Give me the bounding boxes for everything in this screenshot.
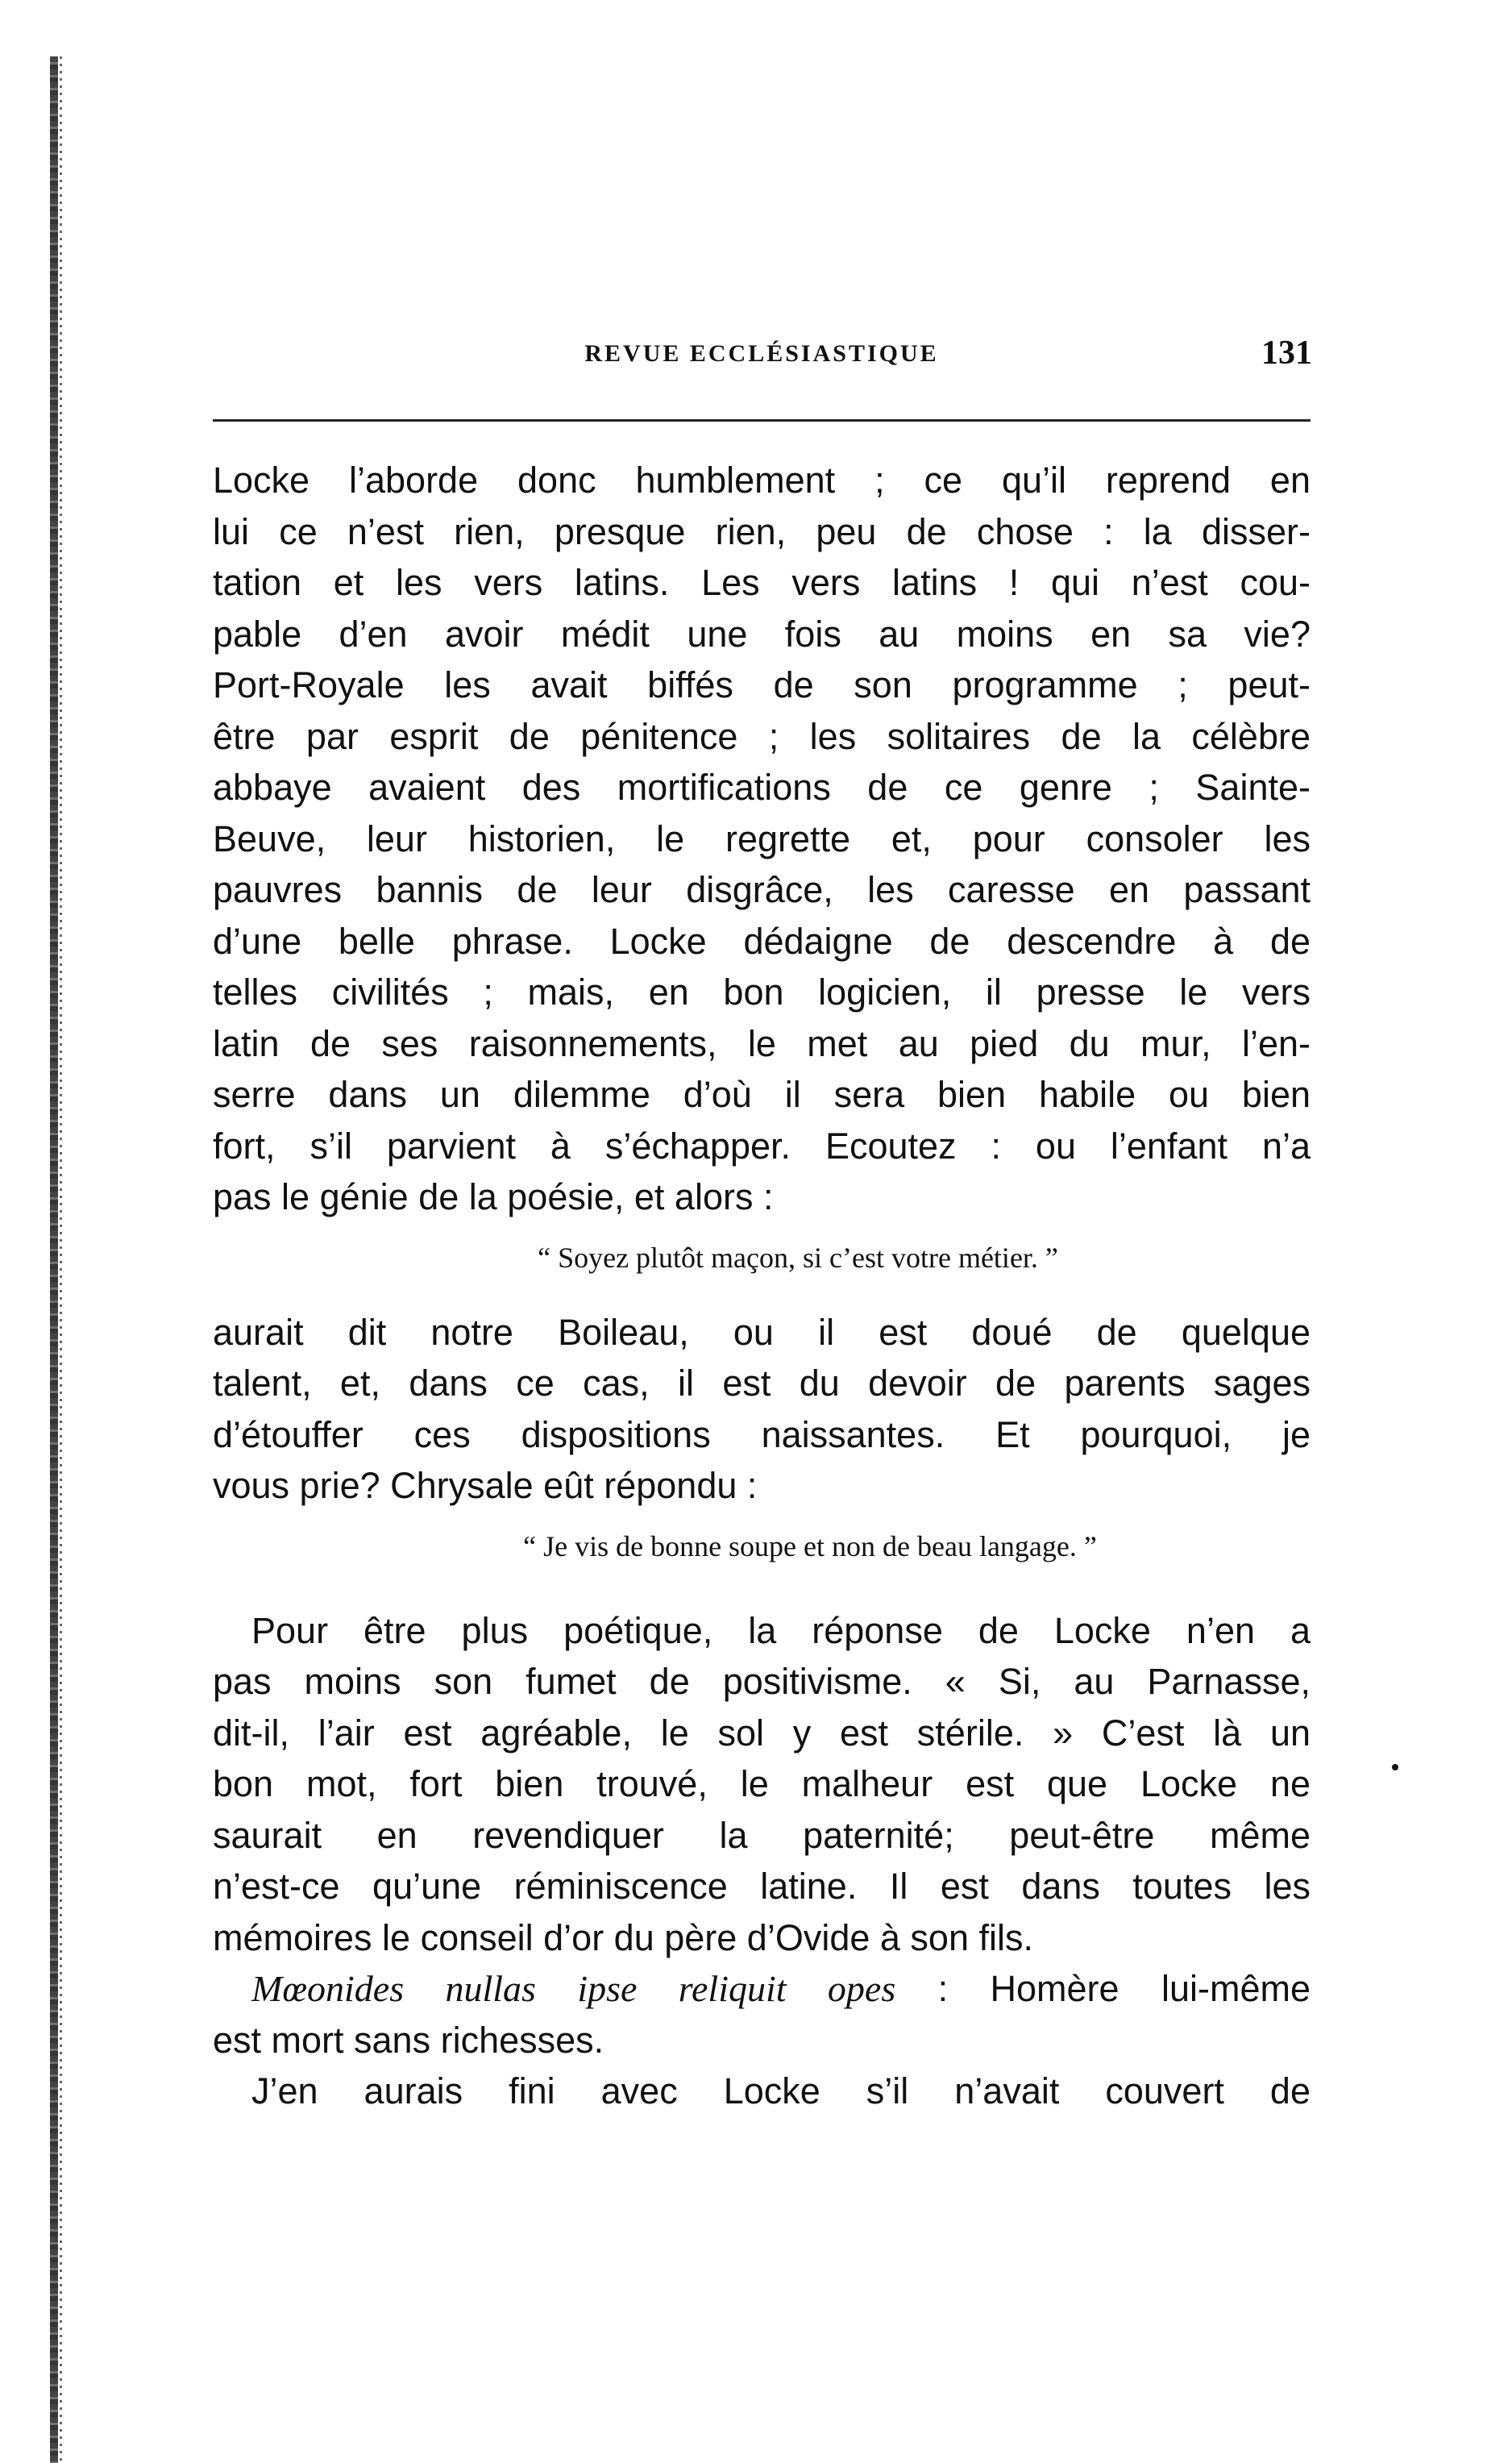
page-header (213, 322, 1311, 395)
text-line: Locke l’aborde donc humblement ; ce qu’il reprend en (213, 460, 1311, 501)
text-line: dit-il, l’air est agréable, le sol y est stérile. » C’est là un (213, 1712, 1311, 1754)
text-line: vous prie? Chrysale eût répondu : (213, 1465, 758, 1506)
text-line: talent, et, dans ce cas, il est du devoir de parents sages (213, 1363, 1311, 1404)
text-line: n’est-ce qu’une réminiscence latine. Il est dans toutes les (213, 1866, 1311, 1907)
text-line: bon mot, fort bien trouvé, le malheur est que Locke ne (213, 1763, 1311, 1804)
paragraph-4 (213, 1963, 1311, 2066)
text-line: lui ce n’est rien, presque rien, peu de chose : la disser- (213, 510, 1311, 552)
running-title: REVUE ECCLÉSIASTIQUE (584, 340, 939, 367)
paragraph-3 (213, 1605, 1311, 1964)
latin-quote: Mœonides nullas ipse reliquit opes (251, 1968, 896, 2009)
text-line (213, 1963, 1311, 2015)
paragraph-1 (213, 455, 1311, 1223)
text-line: Port-Royale les avait biffés de son programme ; peut- (213, 664, 1311, 705)
book-spine-shadow (60, 56, 62, 2463)
paragraph-5 (213, 2066, 1311, 2117)
text-line: aurait dit notre Boileau, ou il est doué de quelque (213, 1311, 1311, 1353)
text-line: serre dans un dilemme d’où il sera bien habile ou bien (213, 1074, 1311, 1115)
text-line: Beuve, leur historien, le regrette et, pour consoler les (213, 818, 1311, 859)
text-line: tation et les vers latins. Les vers latins ! qui n’est cou- (213, 562, 1311, 603)
text-line: pable d’en avoir médit une fois au moins en sa vie? (213, 613, 1311, 655)
page-number: 131 (1261, 335, 1312, 372)
quote-boileau: “ Soyez plutôt maçon, si c’est votre métier. ” (538, 1241, 1058, 1274)
text-fragment: : Homère lui-même (895, 1968, 1311, 2009)
text-line: fort, s’il parvient à s’échapper. Ecoutez : ou l’enfant n’a (213, 1125, 1311, 1167)
text-line: J’en aurais fini avec Locke s’il n’avait couvert de (251, 2070, 1311, 2111)
text-line: d’étouffer ces dispositions naissantes. Et pourquoi, je (213, 1413, 1311, 1455)
text-line: pauvres bannis de leur disgrâce, les caresse en passant (213, 869, 1311, 910)
ink-speck (1392, 1764, 1398, 1770)
text-line: saurait en revendiquer la paternité; peut-être même (213, 1814, 1311, 1856)
text-line: mémoires le conseil d’or du père d’Ovide à son fils. (213, 1916, 1033, 1958)
text-line: est mort sans richesses. (213, 2019, 604, 2061)
book-spine-edge (50, 56, 58, 2463)
text-line: latin de ses raisonnements, le met au pied du mur, l’en- (213, 1022, 1311, 1064)
text-line: pas le génie de la poésie, et alors : (213, 1176, 774, 1217)
quote-chrysale: “ Je vis de bonne soupe et non de beau langage. ” (523, 1529, 1097, 1562)
header-rule (213, 419, 1311, 422)
text-line: abbaye avaient des mortifications de ce genre ; Sainte- (213, 767, 1311, 808)
text-line: telles civilités ; mais, en bon logicien, il presse le vers (213, 971, 1311, 1013)
text-line: être par esprit de pénitence ; les solitaires de la célèbre (213, 715, 1311, 757)
page-body (213, 455, 1311, 2117)
text-line: d’une belle phrase. Locke dédaigne de descendre à de (213, 920, 1311, 962)
text-line: Pour être plus poétique, la réponse de Locke n’en a (251, 1609, 1311, 1651)
paragraph-2 (213, 1307, 1311, 1512)
book-page (213, 322, 1312, 2111)
text-line: pas moins son fumet de positivisme. « Si, au Parnasse, (213, 1661, 1311, 1702)
